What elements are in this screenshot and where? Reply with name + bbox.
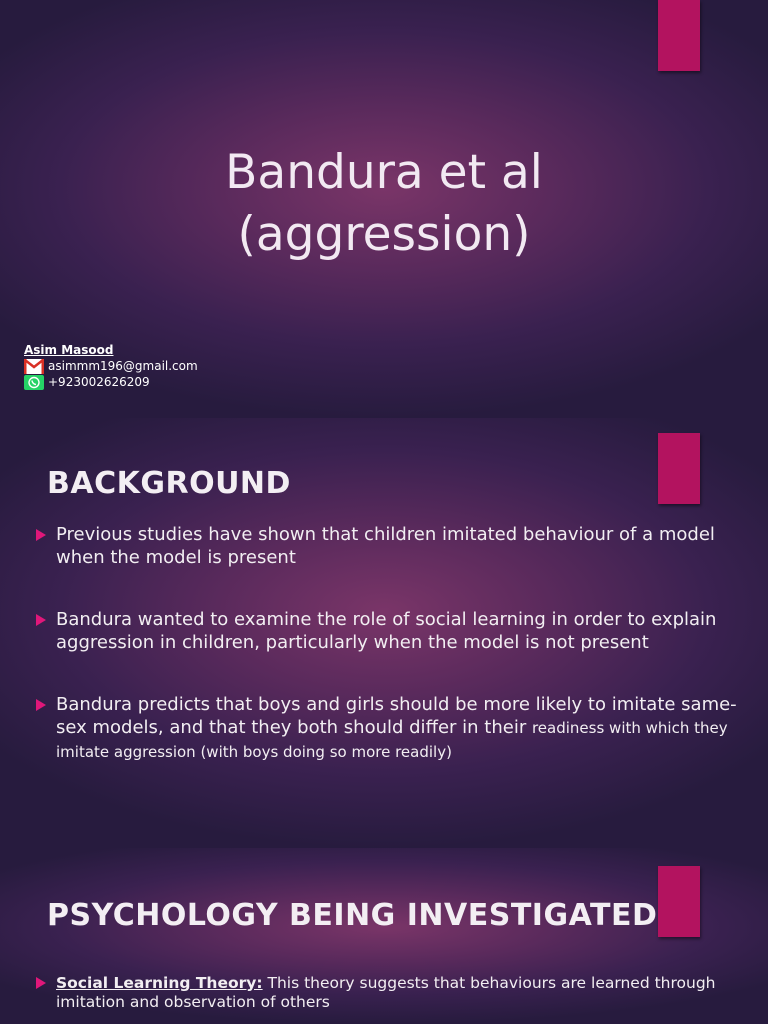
bullet-text: Previous studies have shown that children imitated behaviour of a model when the model is present [56,524,715,568]
bullet-arrow-icon [36,699,46,711]
phone-text: +923002626209 [48,375,150,389]
whatsapp-icon [24,375,44,390]
accent-bar [658,0,700,71]
bullet-item [34,523,740,569]
bullet-arrow-icon [36,977,46,989]
bullet-item [34,974,740,1012]
email-row [24,358,198,374]
bullet-text-small: readiness with which they imitate aggression (with boys doing so more readily) [56,719,728,761]
background-slide [0,418,768,848]
email-text[interactable]: asimmm196@gmail.com [48,359,198,373]
bullet-item [34,693,740,764]
section-heading: PSYCHOLOGY BEING INVESTIGATED [47,898,658,933]
phone-row [24,374,198,390]
section-heading: BACKGROUND [47,466,291,501]
bullet-item [34,608,740,654]
term-label: Social Learning Theory: [56,974,263,992]
bullet-list [34,523,740,764]
title-line-2: (aggression) [237,207,531,262]
gmail-icon [24,359,44,374]
slide-title [0,142,768,266]
bullet-list [34,974,740,1012]
title-line-1: Bandura et al [225,145,543,200]
bullet-arrow-icon [36,614,46,626]
accent-bar [658,433,700,504]
bullet-arrow-icon [36,529,46,541]
accent-bar [658,866,700,937]
author-block [24,342,198,390]
title-slide [0,0,768,418]
author-name: Asim Masood [24,343,114,357]
psychology-slide [0,848,768,1024]
bullet-text: Bandura wanted to examine the role of social learning in order to explain aggression in children, particularly when the model is not present [56,609,717,653]
bullet-text: Bandura predicts that boys and girls should be more likely to imitate same-sex models, and that they both should differ in their [56,694,737,738]
term-definition: This theory suggests that behaviours are learned through imitation and observation of others [56,974,716,1011]
